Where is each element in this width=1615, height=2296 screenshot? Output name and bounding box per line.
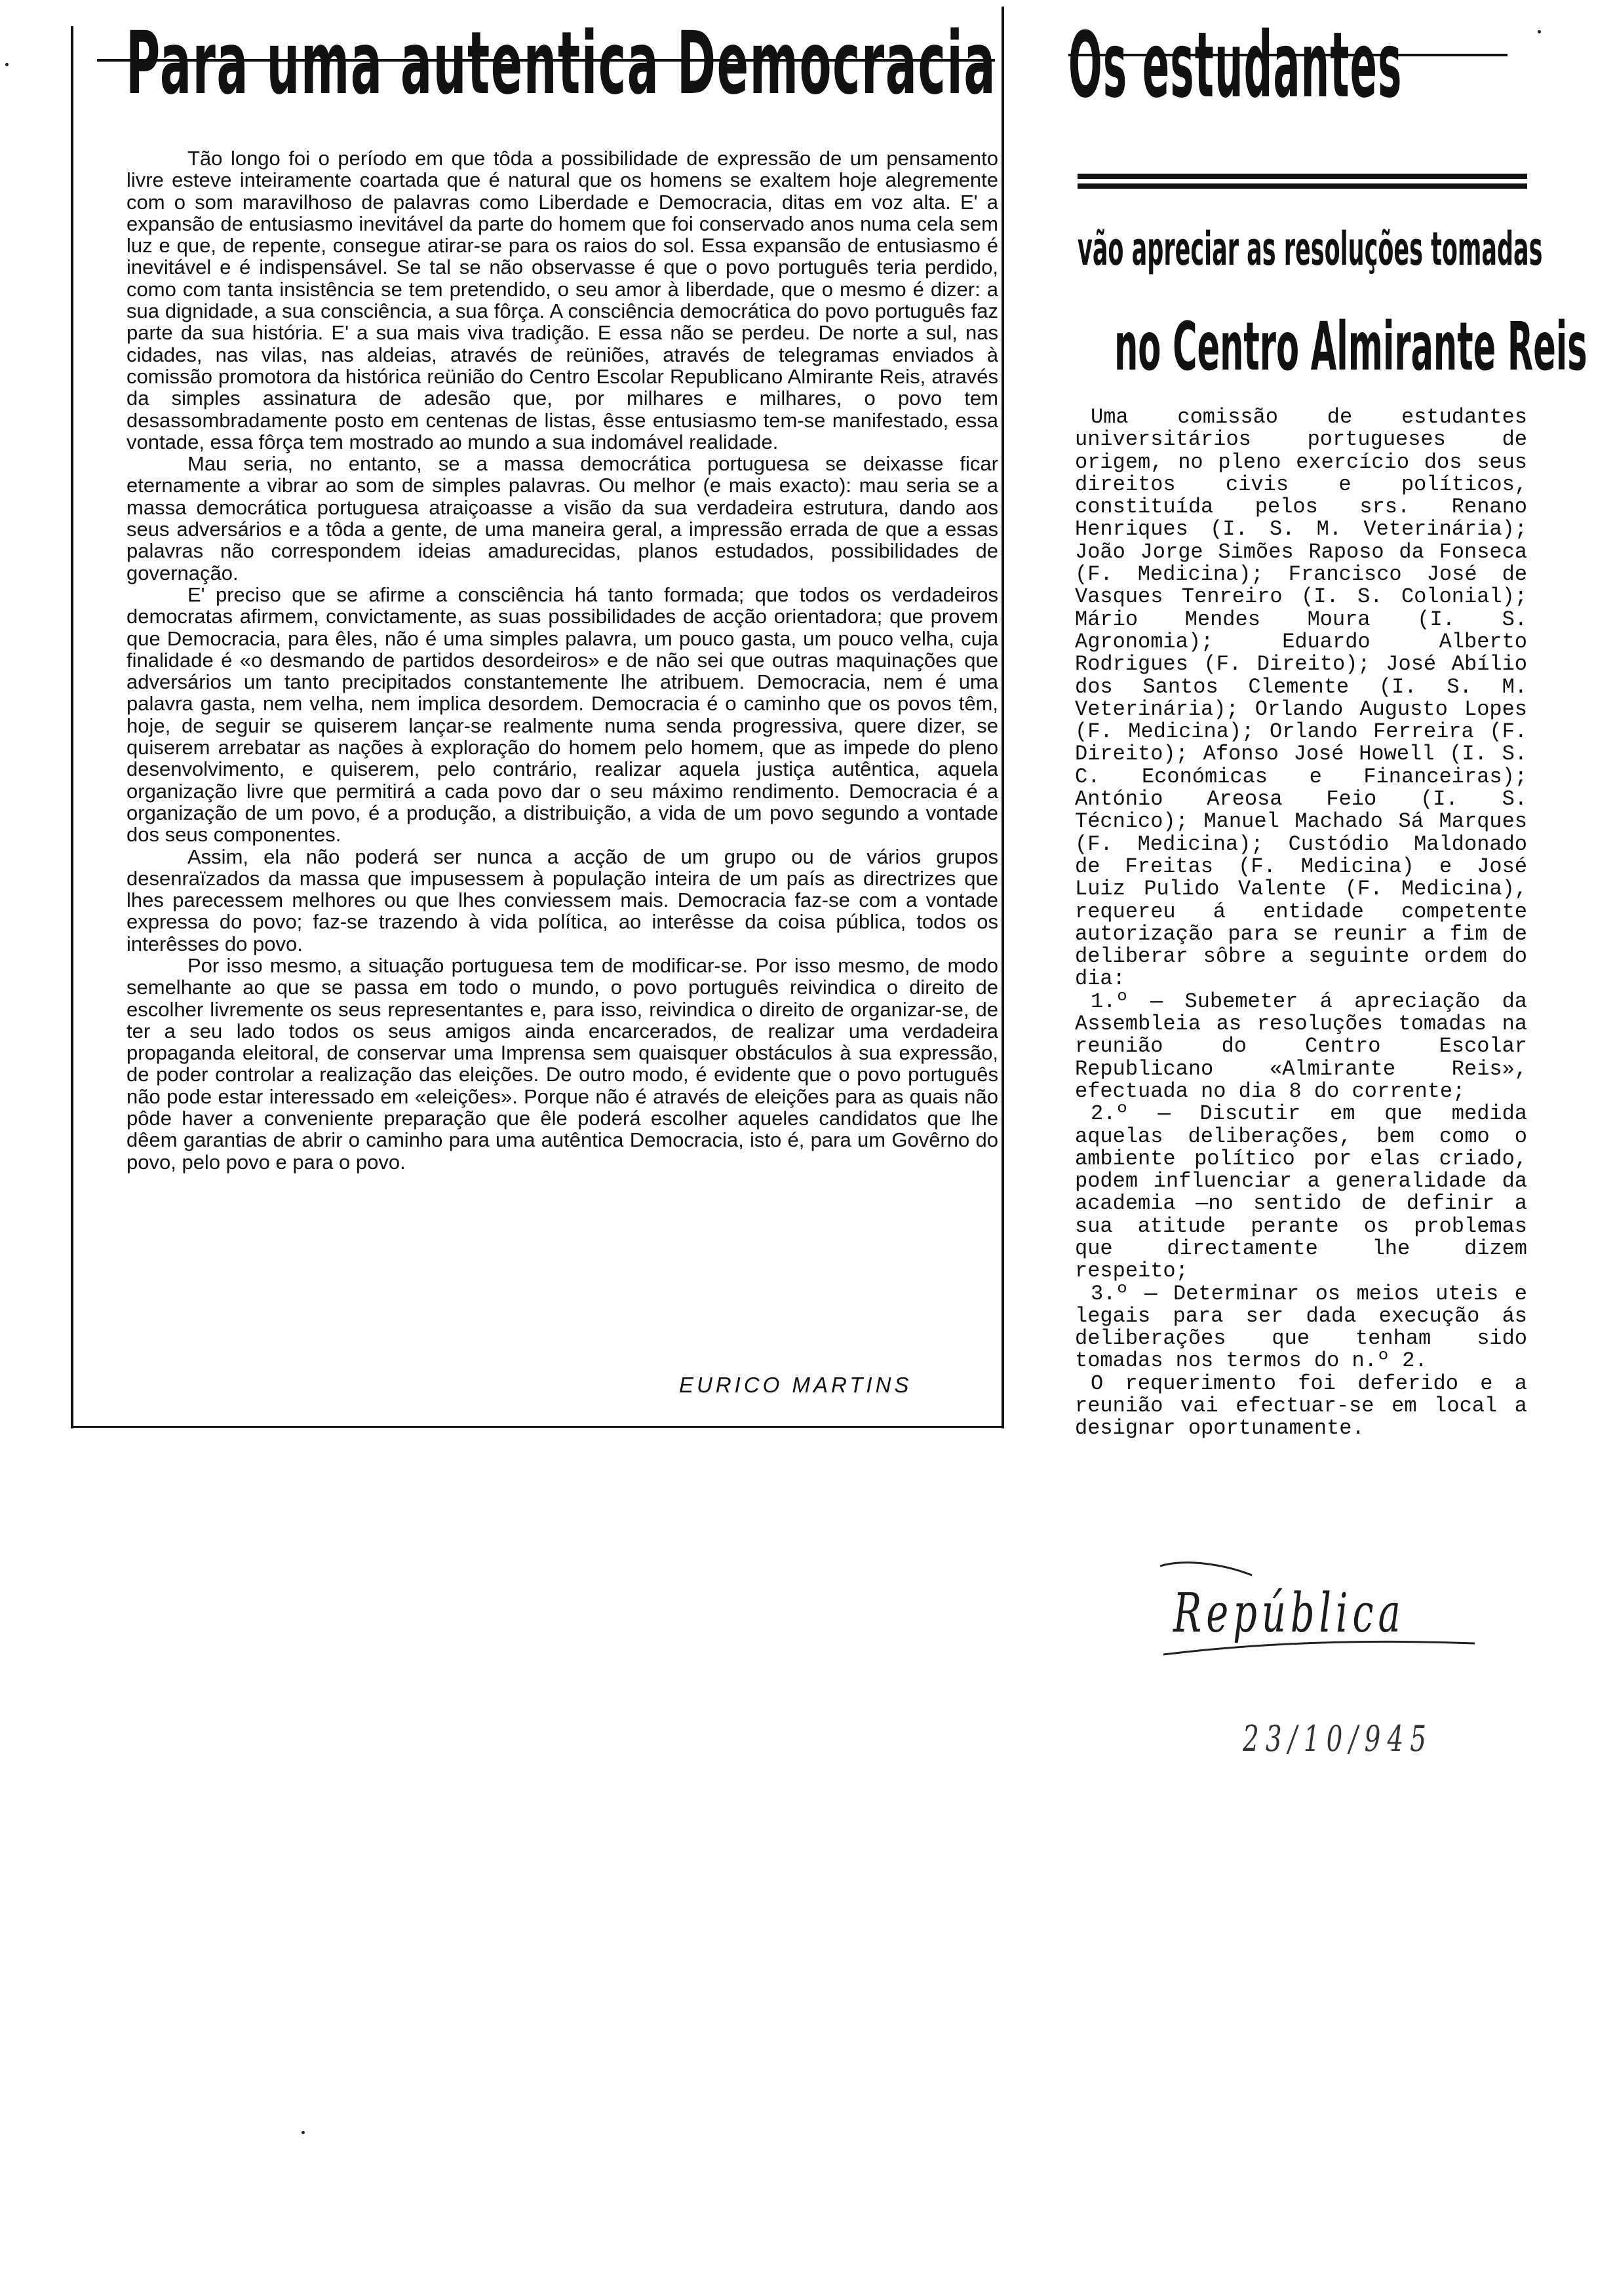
handwritten-date: 23/10/945 [1243, 1718, 1433, 1759]
article-paragraph: Mau seria, no entanto, se a massa democrática portuguesa se deixasse ficar eternamente a vibrar ao som de simples palavras. Ou melhor (e mais exacto): mau seria se a massa democrática portuguesa atraiçoasse a visão da sua verdadeira estrutura, dando aos seus adversários e a tôda a gente, de uma maneira geral, a impressão errada de que a essas palavras não correspondem ideias amadurecidas, planos estudados, possibilidades de governação. [126, 452, 998, 584]
headline-double-rule [1078, 174, 1527, 193]
article-paragraph: 3.º — Determinar os meios uteis e legais para ser dada execução ás deliberações que tenham sido tomadas nos termos do n.º 2. [1075, 1281, 1527, 1373]
article-body [126, 147, 998, 1173]
article-paragraph: Tão longo foi o período em que tôda a possibilidade de expressão de um pensamento livre esteve inteiramente coartada que é natural que os homens se exaltem hoje alegremente com o som maravilhoso de palavras como Liberdade e Democracia, ditas em voz alta. E' a expansão de entusiasmo inevitável da parte do homem que foi conservado anos numa cela sem luz e que, de repente, consegue atirar-se para os raios do sol. Essa expansão de entusiasmo é inevitável e é indispensável. Se tal se não observasse é que o povo português teria perdido, como com tanta insistência se tem pretendido, o seu amor à liberdade, que o mesmo é dizer: a sua dignidade, a sua consciência, a sua fôrça. A consciência democrática do povo português faz parte da sua história. E' a sua mais viva tradição. E essa não se perdeu. De norte a sul, nas cidades, nas vilas, nas aldeias, através de reüniões, através de telegramas enviados à comissão promotora da histórica reünião do Centro Escolar Republicano Almirante Reis, através da simples assinatura de adesão que, por milhares e milhares, o povo tem desassombradamente posto em centenas de listas, êsse entusiasmo tem-se manifestado, essa vontade, essa fôrça tem mostrado ao mundo a sua indomável realidade. [126, 147, 998, 453]
article-headline: Os estudantes [1068, 12, 1403, 118]
article-headline: Para uma autentica Democracia [126, 13, 997, 114]
article-subheadline: vão apreciar as resoluções tomadas [1078, 222, 1543, 276]
article-paragraph: 1.º — Subemeter á apreciação da Assembleia as resoluções tomadas na reunião do Centro Escolar Republicano «Almirante Reis», efectuada no dia 8 do corrente; [1075, 989, 1527, 1103]
article-paragraph: Por isso mesmo, a situação portuguesa tem de modificar-se. Por isso mesmo, de modo semelhante ao que se passa em todo o mundo, o povo português reivindica o direito de escolher livremente os seus representantes e, para isso, reivindica o direito de organizar-se, de ter a seu lado todos os seus amigos ainda encarcerados, de realizar uma verdadeira propaganda eleitoral, de conservar uma Imprensa sem quaisquer obstáculos à sua expressão, de poder controlar a realização das eleições. De outro modo, é evidente que o povo português não pode estar interessado em «eleições». Porque não é através de eleições para as quais não pôde haver a conveniente preparação que êle poderá escolher aqueles candidatos que lhe dêem garantias de abrir o caminho para uma autêntica Democracia, isto é, para um Govêrno do povo, pelo povo e para o povo. [126, 953, 998, 1174]
article-paragraph: 2.º — Discutir em que medida aquelas deliberações, bem como o ambiente político por elas criado, podem influenciar a generalidade da academia —no sentido de definir a sua atitude perante os problemas que directamente lhe dizem respeito; [1075, 1101, 1527, 1284]
scan-speck [302, 2131, 305, 2134]
article-paragraph: E' preciso que se afirme a consciência há tanto formada; que todos os verdadeiros democratas afirmem, convictamente, as suas possibilidades de acção orientadora; que provem que Democracia, para êles, não é uma simples palavra, um pouco gasta, um pouco velha, cuja finalidade é «o desmando de partidos desordeiros» e de não sei que outras maquinações que adversários um tanto precipitados constantemente lhe atribuem. Democracia, nem é uma palavra gasta, nem velha, nem implica desordem. Democracia é o caminho que os povos têm, hoje, de seguir se quiserem lançar-se realmente numa senda progressiva, quere dizer, se quiserem arrebatar as nações à exploração do homem pelo homem, que as impede do pleno desenvolvimento, e quiserem, pelo contrário, realizar aquela justiça autêntica, aquela organização livre que permitirá a cada povo dar o seu máximo rendimento. Democracia é a organização de um povo, é a produção, a distribuição, a vida de um povo segundo a vontade dos seus componentes. [126, 583, 998, 847]
clipping-border-left [71, 26, 73, 1428]
article-byline: EURICO MARTINS [679, 1373, 912, 1397]
article-paragraph: Assim, ela não poderá ser nunca a acção de um grupo ou de vários grupos desenraïzados da massa que impusessem à população inteira de um país as directrizes que lhes parecessem melhores ou que lhes conviessem mais. Democracia faz-se com a vontade expressa do povo; faz-se trazendo à vida política, ao interêsse da coisa pública, todos os interêsses do povo. [126, 845, 998, 955]
article-subheadline: no Centro Almirante Reis [1114, 308, 1587, 386]
column-divider [1002, 7, 1004, 1428]
clipping-border-bottom [71, 1426, 1004, 1428]
article-clipping-left [71, 7, 1009, 1428]
scan-speck [5, 63, 9, 66]
article-body [1075, 406, 1527, 1440]
handwritten-newspaper-name: República [1173, 1582, 1405, 1645]
article-paragraph: O requerimento foi deferido e a reunião vai efectuar-se em local a designar oportunamente. [1075, 1371, 1527, 1441]
article-clipping-right [1029, 7, 1587, 1441]
article-paragraph: Uma comissão de estudantes universitários portugueses de origem, no pleno exercício dos seus direitos civis e políticos, constituída pelos srs. Renano Henriques (I. S. M. Veterinária); João Jorge Simões Raposo da Fonseca (F. Medicina); Francisco José de Vasques Tenreiro (I. S. Colonial); Mário Mendes Moura (I. S. Agronomia); Eduardo Alberto Rodrigues (F. Direito); José Abílio dos Santos Clemente (I. S. M. Veterinária); Orlando Augusto Lopes (F. Medicina); Orlando Ferreira (F. Direito); Afonso José Howell (I. S. C. Económicas e Financeiras); António Areosa Feio (I. S. Técnico); Manuel Machado Sá Marques (F. Medicina); Custódio Maldonado de Freitas (F. Medicina) e José Luiz Pulido Valente (F. Medicina), requereu á entidade competente autorização para se reunir a fim de deliberar sôbre a seguinte ordem do dia: [1075, 405, 1527, 991]
scan-speck [1538, 30, 1541, 33]
